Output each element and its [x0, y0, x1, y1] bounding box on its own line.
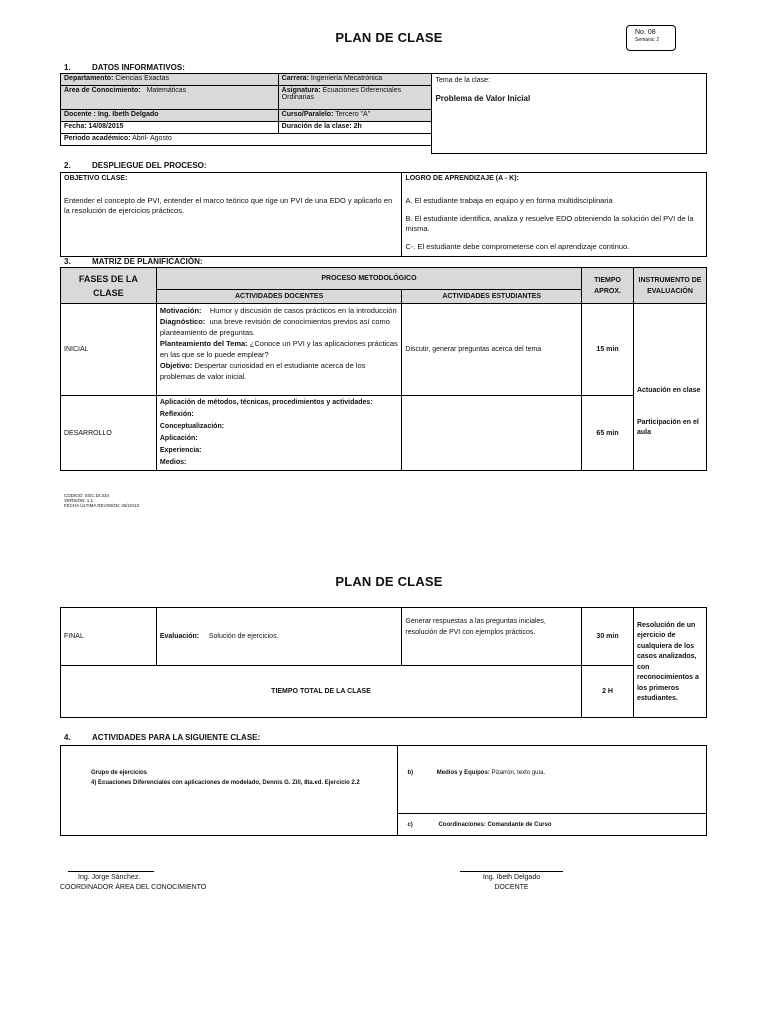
- page-title: PLAN DE CLASE: [335, 30, 443, 45]
- section-2-heading: 2. DESPLIEGUE DEL PROCESO:: [64, 161, 207, 170]
- week-number: Semana: 2: [635, 37, 660, 43]
- fase-inicial: INICIAL: [61, 304, 157, 396]
- inicial-docentes: Motivación: Humor y discusión de casos prácticos en la introducción Diagnóstico: una breve revisión de conocimientos previos así como planteamiento de preguntas. Planteamiento del Tema: ¿Conoce un PVI y las aplicaciones prácticas en las que se lo puede emplear? Objetivo: Despertar curiosidad en el estudiante acerca de los problemas de valor inicial.: [156, 304, 402, 396]
- tiempo-total-label: TIEMPO TOTAL DE LA CLASE: [61, 666, 582, 718]
- curso-cell: Curso/Paralelo: Tercero "A": [278, 110, 432, 122]
- number-box: [626, 25, 676, 51]
- carrera-cell: Carrera: Ingeniería Mecatrónica: [278, 74, 432, 86]
- header-estudiantes: ACTIVIDADES ESTUDIANTES: [402, 290, 582, 304]
- final-docentes: Evaluación: Solución de ejercicios.: [156, 608, 402, 666]
- medios-cell: b) Medios y Equipos: Pizarrón, texto guía.: [398, 746, 707, 814]
- right-signature: Ing. Ibeth Delgado DOCENTE: [482, 874, 541, 891]
- datos-informativos-table: [60, 73, 707, 154]
- duracion-cell: Duración de la clase: 2h: [278, 122, 432, 134]
- final-table: [60, 607, 707, 718]
- document-codes: CODIGO: SGC.DI.334 VERSIÓN: 1.1 FECHA ÚLTIMA REVISIÓN: 26/10/13: [64, 493, 139, 508]
- logro-item: A. El estudiante trabaja en equipo y en forma multidisciplinaria: [405, 196, 613, 205]
- matriz-table: [60, 267, 707, 471]
- tema-cell: Tema de la clase: Problema de Valor Inicial: [432, 74, 707, 154]
- departamento-cell: Departamento: Ciencias Exactas: [61, 74, 279, 86]
- final-estudiantes: Generar respuestas a las preguntas iniciales, resolución de PVI con ejemplos prácticos.: [402, 608, 582, 666]
- coordinaciones-cell: c) Coordinaciones: Comandante de Curso: [398, 814, 707, 836]
- inicial-tiempo: 15 min: [582, 304, 634, 396]
- asignatura-cell: Asignatura: Ecuaciones Diferenciales Ordinarias: [278, 86, 432, 110]
- header-fases: FASES DE LA CLASE: [61, 268, 157, 304]
- section-1-heading: 1. DATOS INFORMATIVOS:: [64, 63, 185, 72]
- logro-item: B. El estudiante identifica, analiza y resuelve EDO obteniendo la solución del PVI de la misma.: [405, 214, 694, 233]
- class-number: No. 08: [635, 29, 656, 36]
- left-signature-line: [68, 871, 154, 872]
- final-tiempo: 30 min: [582, 608, 634, 666]
- header-instrumento: INSTRUMENTO DE EVALUACIÓN: [633, 268, 706, 304]
- despliegue-table: [60, 172, 707, 257]
- fecha-cell: Fecha: 14/08/2015: [61, 122, 279, 134]
- header-docentes: ACTIVIDADES DOCENTES: [156, 290, 402, 304]
- inicial-estudiantes: Discutir, generar preguntas acerca del tema: [402, 304, 582, 396]
- logro-item: C-. El estudiante debe comprometerse con el aprendizaje continuo.: [405, 242, 630, 251]
- right-signature-line: [460, 871, 563, 872]
- header-tiempo: TIEMPO APROX.: [582, 268, 634, 304]
- desarrollo-estudiantes: [402, 396, 582, 471]
- docente-cell: Docente : Ing. Ibeth Delgado: [61, 110, 279, 122]
- tiempo-total-value: 2 H: [582, 666, 634, 718]
- desarrollo-docentes: Aplicación de métodos, técnicas, procedimientos y actividades: Reflexión: Conceptualización: Aplicación: Experiencia: Medios:: [156, 396, 402, 471]
- left-signature: Ing. Jorge Sánchez. COORDINADOR ÁREA DEL CONOCIMIENTO: [60, 874, 207, 891]
- section-3-heading: 3. MATRIZ DE PLANIFICACIÓN:: [64, 257, 203, 266]
- fase-desarrollo: DESARROLLO: [61, 396, 157, 471]
- objetivo-cell: OBJETIVO CLASE: Entender el concepto de PVI, entender el marco teórico que rige un PVI de una EDO y aplicarlo en la resolución de ejercicios prácticos.: [61, 173, 402, 257]
- area-cell: Área de Conocimiento: Matemáticas: [61, 86, 279, 110]
- fase-final: FINAL: [61, 608, 157, 666]
- final-instrumento: Resolución de un ejercicio de cualquiera de los casos analizados, con reconocimientos a los primeros estudiantes.: [633, 608, 706, 718]
- section-4-heading: 4. ACTIVIDADES PARA LA SIGUIENTE CLASE:: [64, 733, 261, 742]
- header-proceso: PROCESO METODOLÓGICO: [156, 268, 581, 290]
- page-2-title: PLAN DE CLASE: [335, 574, 443, 589]
- grupo-ejercicios-cell: Grupo de ejercicios 4) Ecuaciones Diferenciales con aplicaciones de modelado, Dennis G. Zill, 8ta.ed. Ejercicio 2.2: [61, 746, 398, 836]
- desarrollo-tiempo: 65 min: [582, 396, 634, 471]
- logro-cell: LOGRO DE APRENDIZAJE (A - K): A. El estudiante trabaja en equipo y en forma multidisciplinaria B. El estudiante identifica, analiza y resuelve EDO obteniendo la solución del PVI de la misma. C-. El estudiante debe comprometerse con el aprendizaje continuo.: [402, 173, 707, 257]
- siguiente-clase-table: [60, 745, 707, 836]
- instrumento-cell: Actuación en clase Participación en el aula: [633, 304, 706, 471]
- periodo-cell: Periodo académico: Abril- Agosto: [61, 134, 432, 146]
